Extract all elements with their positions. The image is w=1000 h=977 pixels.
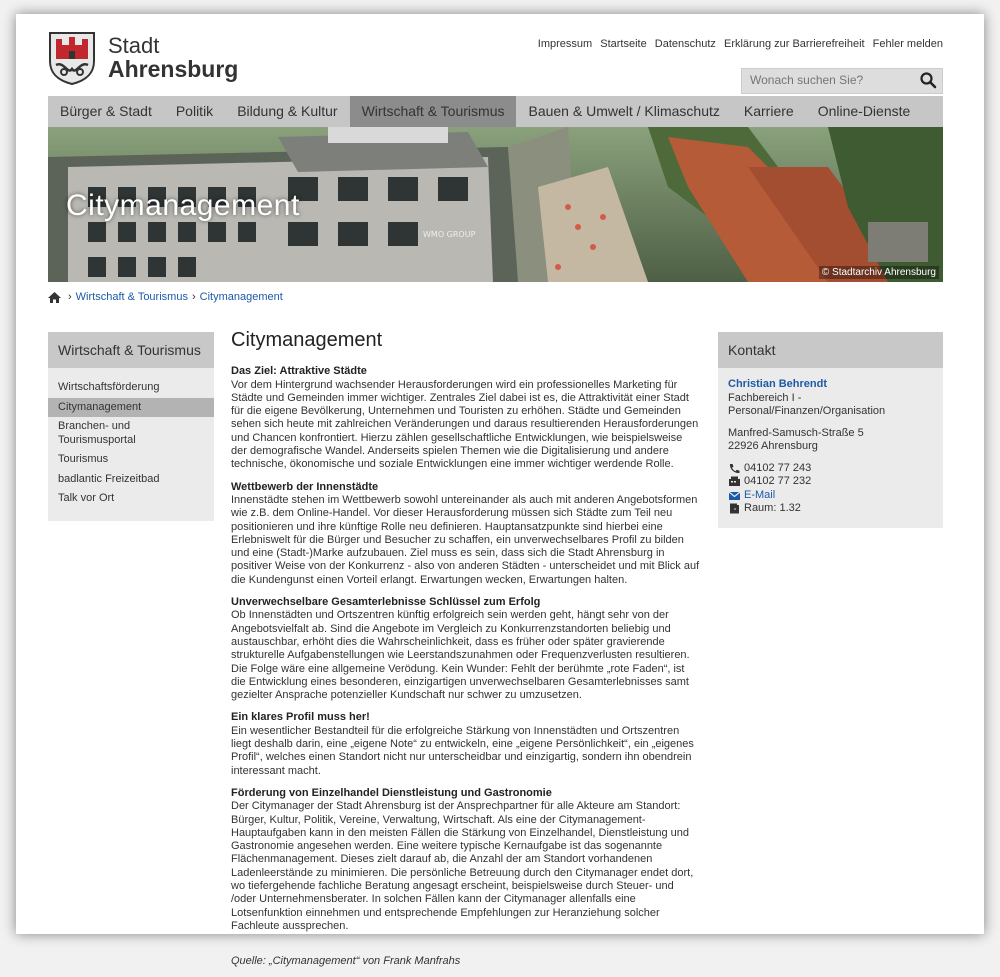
sidebar-item-branchenportal[interactable]: Branchen- und Tourismusportal — [58, 420, 136, 446]
section-heading: Wettbewerb der Innenstädte — [231, 480, 379, 493]
search-icon[interactable] — [920, 72, 936, 88]
contact-room: Raum: 1.32 — [744, 502, 801, 514]
section-text: Innenstädte stehen im Wettbewerb sowohl untereinander als auch mit anderen Angebotsformen wie z.B. dem Online-Handel. Vor dieser Herausforderung müssen sich Städte zum Teil neu positionieren und ihre künftige Rolle neu definieren. Hauptansatzpunkte sind hierbei eine Erlebniswelt für die Bürger und Besucher zu schaffen, ein unverwechselbares Profil zu bilden und eine (Stadt-)Marke aufzubauen. Ziel muss es sein, dass sich die Stadt Ahrensburg in positiver Weise von der Konkurrenz - also von anderen Städten - unterscheidet und mit Blick auf die Kundengunst einen Vorteil erlangt. Erwartungen wecken, Erwartungen halten. — [231, 493, 700, 586]
meta-link-barrierefreiheit[interactable]: Erklärung zur Barrierefreiheit — [723, 38, 865, 50]
sidebar-item-badlantic[interactable]: badlantic Freizeitbad — [58, 472, 160, 485]
contact-fax: 04102 77 232 — [744, 475, 812, 487]
section-heading: Förderung von Einzelhandel Dienstleistung und Gastronomie — [231, 786, 552, 799]
hero-banner — [48, 127, 943, 282]
sidebar-list — [48, 368, 214, 521]
contact-department: Fachbereich I - Personal/Finanzen/Organisation — [728, 391, 886, 417]
city-crest-icon — [48, 31, 96, 85]
contact-room-row — [728, 502, 933, 516]
search-box — [741, 68, 943, 94]
sidebar-item-wirtschaftsfoerderung[interactable]: Wirtschaftsförderung — [58, 381, 160, 393]
sidebar-title[interactable]: Wirtschaft & Tourismus — [48, 332, 214, 368]
hero-title: Citymanagement — [66, 189, 300, 222]
sidebar-item-tourismus[interactable]: Tourismus — [58, 453, 109, 465]
meta-navigation — [533, 38, 943, 50]
nav-wirtschaft-tourismus[interactable]: Wirtschaft & Tourismus — [350, 96, 517, 127]
sidebar-item-talk-vor-ort[interactable]: Talk vor Ort — [58, 492, 115, 504]
section-text: Ein wesentlicher Bestandteil für die erfolgreiche Stärkung von Innenstädten und Ortszentren liegt deshalb darin, eine „eigene Note“ zu entwickeln, eine „eigene Persönlichkeit“, ein „eigenes Profil“, welches einen Standort nicht nur unterscheidbar und einzigartig, sondern ihn obendrein interessant macht. — [231, 724, 694, 777]
breadcrumb-link-wirtschaft[interactable]: Wirtschaft & Tourismus — [75, 291, 188, 303]
search-input[interactable] — [742, 69, 918, 91]
breadcrumb — [48, 291, 283, 303]
contact-name[interactable]: Christian Behrendt — [728, 378, 828, 390]
nav-karriere[interactable]: Karriere — [743, 103, 794, 119]
contact-phone-row — [728, 462, 933, 476]
page-title: Citymanagement — [231, 329, 383, 351]
sidebar-item-citymanagement[interactable]: Citymanagement — [48, 398, 214, 418]
phone-icon — [728, 463, 741, 474]
contact-email-link[interactable]: E-Mail — [744, 488, 776, 501]
envelope-icon — [728, 490, 741, 501]
breadcrumb-separator: › — [191, 291, 196, 303]
main-navigation — [48, 96, 943, 127]
door-icon — [728, 503, 741, 514]
nav-bauen-umwelt[interactable]: Bauen & Umwelt / Klimaschutz — [528, 103, 720, 119]
contact-street: Manfred-Samusch-Straße 5 — [728, 426, 864, 439]
nav-politik[interactable]: Politik — [175, 103, 214, 119]
section-text: Vor dem Hintergrund wachsender Herausforderungen wird ein professionelles Marketing für Städte und Gemeinden immer wichtiger. Zentrales Ziel dabei ist es, die Attraktivität einer Stadt für die eigene Bevölkerung, Unternehmen und Touristen zu erhöhen. Städte und Gemeinden sehen sich heute mit zahlreichen Veränderungen und daraus resultierenden Herausforderungen und Chancen konfrontiert. Hierzu zählen gesellschaftliche Entwicklungen, wie beispielsweise der demografische Wandel. Anderseits spielen Themen wie die Digitalisierung und andere technische, ökonomische und soziale Entwicklungen eine immer wichtiger werdende Rolle. — [231, 378, 699, 471]
nav-online-dienste[interactable]: Online-Dienste — [817, 103, 911, 119]
main-content — [231, 329, 701, 977]
contact-city: 22926 Ahrensburg — [728, 440, 818, 452]
section-heading: Unverwechselbare Gesamterlebnisse Schlüssel zum Erfolg — [231, 596, 541, 609]
section-sidebar — [48, 332, 214, 521]
meta-link-impressum[interactable]: Impressum — [537, 38, 593, 50]
breadcrumb-separator: › — [68, 291, 72, 303]
home-icon[interactable] — [48, 292, 61, 303]
contact-email-row — [728, 489, 933, 503]
contact-fax-row — [728, 475, 933, 489]
section-text: Ob Innenstädten und Ortszentren künftig erfolgreich sein werden geht, hängt sehr von der Angebotsvielfalt ab. Sind die Angebote im Vergleich zu Konkurrenzstandorten beliebig und austauschbar, erhöht dies die Wahrscheinlichkeit, dass es früher oder später gravierende strukturelle Aufgabenstellungen wie Leerstandszunahmen oder Frequenzverlusten resultieren. Die Folge wäre eine allgemeine Verödung. Kein Wunder: Fehlt der berühmte „rote Faden“, ist die Entwicklung eines besonderen, einzigartigen unverwechselbaren Gesamterlebnisses samt gezielter Ansprache potenzieller Kundschaft nur schwer zu umzusetzen. — [231, 609, 690, 702]
logo-line-stadt: Stadt — [108, 33, 160, 58]
contact-box — [718, 332, 943, 528]
page — [16, 14, 984, 968]
hero-credit: © Stadtarchiv Ahrensburg — [819, 266, 939, 279]
contact-phone[interactable]: 04102 77 243 — [744, 461, 812, 474]
contact-title: Kontakt — [718, 332, 943, 368]
section-heading: Das Ziel: Attraktive Städte — [231, 365, 367, 378]
site-logo[interactable] — [48, 30, 238, 86]
breadcrumb-link-citymanagement[interactable]: Citymanagement — [199, 291, 283, 303]
section-text: Der Citymanager der Stadt Ahrensburg ist der Ansprechpartner für alle Akteure am Standort: Bürger, Kultur, Politik, Vereine, Verwaltung, Wirtschaft. Als eine der Citymanagement-Hauptaufgaben kann in den meisten Fällen die Stärkung von Einzelhandel, Dienstleistung und Gastronomie angesehen werden. Eine weitere typische Kernaufgabe ist das sogenannte Flächenmanagement. Dieses zielt darauf ab, die Anzahl der am Standort vorhandenen Ladenleerstände zu minimieren. Die persönliche Betreuung durch den Citymanager endet dort, wo tiefergehende fachliche Beratung angesagt erscheint, beispielsweise durch Steuer- und /oder Unternehmensberater. In solchen Fällen kann der Citymanager allenfalls eine Lotsenfunktion einnehmen und entsprechende Empfehlungen zur Heranziehung solcher Fachleute aussprechen. — [231, 800, 694, 932]
logo-line-name: Ahrensburg — [108, 56, 239, 82]
meta-link-datenschutz[interactable]: Datenschutz — [654, 38, 716, 50]
fax-icon — [728, 476, 741, 487]
nav-bildung-kultur[interactable]: Bildung & Kultur — [237, 103, 338, 119]
meta-link-startseite[interactable]: Startseite — [600, 38, 647, 50]
section-heading: Ein klares Profil muss her! — [231, 711, 370, 724]
contact-body — [718, 368, 943, 528]
source-quote: Quelle: „Citymanagement“ von Frank Manfrahs — [231, 955, 461, 968]
meta-link-fehler-melden[interactable]: Fehler melden — [872, 38, 943, 50]
hero-sign-text: WMO GROUP — [423, 230, 476, 239]
nav-buerger-stadt[interactable]: Bürger & Stadt — [60, 103, 152, 119]
